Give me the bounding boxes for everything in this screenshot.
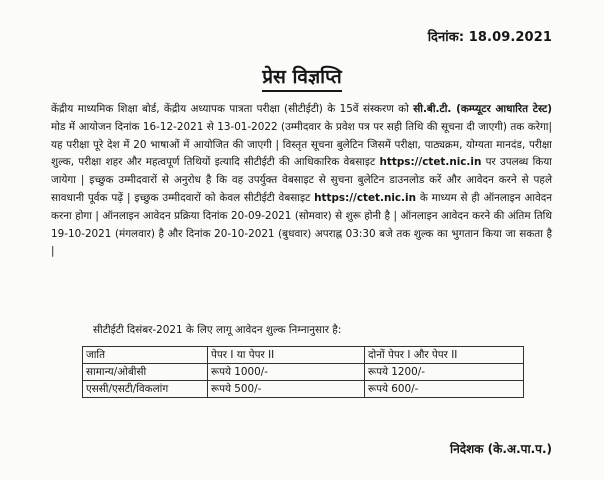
- fee-table-header-row: [83, 347, 524, 364]
- table-row: [83, 381, 524, 398]
- paragraph-part-2: मोड में आयोजन दिनांक 16-12-2021 से 13-01-2022 (उम्मीदवार के प्रवेश पत्र पर सही तिथि की सूचना दी जाएगी) तक करेगा| यह परीक्षा पूरे देश में 20 भाषाओं में आयोजित की जाएगी | विस्तृत सूचना बुलेटिन जिसमें परीक्षा, पाठ्यक्रम, योग्यता मानदंड, परीक्षा शुल्क, परीक्षा शहर और महत्वपूर्ण तिथियों इत्यादि सीटीईटी की आधिकारिक वेबसाइट: [51, 120, 552, 169]
- page-title-text: प्रेस विज्ञप्ति: [262, 66, 342, 92]
- fee-intro-text: सीटीईटी दिसंबर-2021 के लिए लागू आवेदन शुल्क निम्नानुसार है:: [93, 324, 342, 336]
- paragraph-part-1: केंद्रीय माध्यमिक शिक्षा बोर्ड, केंद्रीय अध्यापक पात्रता परीक्षा (सीटीईटी) के 15वें संस्करण को: [51, 103, 414, 115]
- fee-table: [82, 346, 524, 398]
- category-general-obc: सामान्य/ओबीसी: [83, 364, 208, 381]
- release-date: दिनांक: 18.09.2021: [427, 30, 552, 45]
- header-category: जाति: [83, 347, 208, 364]
- paragraph-part-3: पर उपलब्ध किया जायेगा | इच्छुक उम्मीदवारों से अनुरोध है कि वह उपर्युक्त वेबसाइट से सुचना बुलेटिन डाउनलोड करें और आवेदन करने से पहले सावधानी पूर्वक पढ़ें | इच्छुक उम्मीदवारों को केवल सीटीईटी वेबसाइट: [51, 156, 552, 204]
- paragraph-part-4: के माध्यम से ही ऑनलाइन आवेदन करना होगा | ऑनलाइन आवेदन प्रक्रिया दिनांक 20-09-2021 (सोमवार) से शुरू होनी है | ऑनलाइन आवेदन करने की अंतिम तिथि 19-10-2021 (मंगलवार) है और दिनांक 20-10-2021 (बुधवार) अपराह्न 03:30 बजे तक शुल्क का भुगतान किया जा सकता है |: [51, 191, 553, 258]
- header-both-papers: दोनों पेपर I और पेपर II: [365, 347, 524, 364]
- page-title: [0, 66, 604, 92]
- fee-both-papers-general: रूपये 1200/-: [365, 364, 524, 381]
- table-row: [83, 364, 524, 381]
- website-link-1[interactable]: https://ctet.nic.in: [379, 156, 482, 169]
- header-single-paper: पेपर I या पेपर II: [208, 347, 365, 364]
- website-link-2[interactable]: https://ctet.nic.in: [314, 191, 416, 204]
- fee-single-paper-reserved: रूपये 500/-: [208, 381, 365, 398]
- fee-both-papers-reserved: रूपये 600/-: [365, 381, 524, 398]
- category-sc-st-disabled: एससी/एसटी/विकलांग: [83, 381, 208, 398]
- cbt-mode-highlight: सी.बी.टी. (कम्प्यूटर आधारित टेस्ट): [413, 103, 552, 115]
- announcement-paragraph: [51, 101, 552, 261]
- signature-director: निदेशक (के.अ.पा.प.): [449, 442, 552, 456]
- fee-single-paper-general: रूपये 1000/-: [208, 364, 365, 381]
